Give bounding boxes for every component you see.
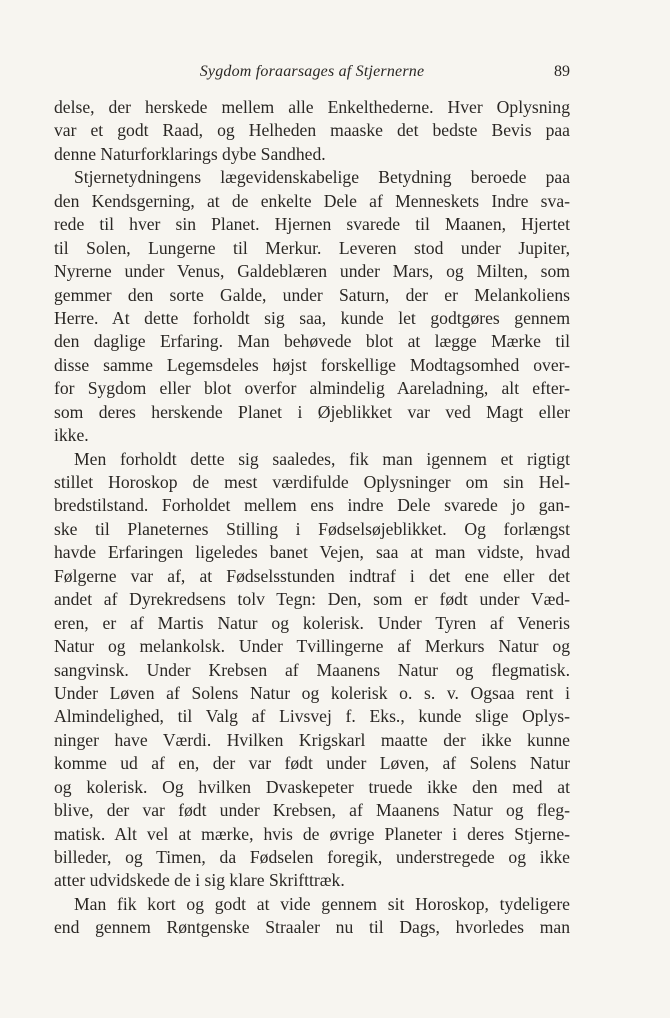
text-line: blive, der var født under Krebsen, af Maanens Natur og fleg- bbox=[54, 800, 570, 821]
text-line: og kolerisk. Og hvilken Dvaskepeter truede ikke den med at bbox=[54, 776, 570, 797]
text-line: Herre. At dette forholdt sig saa, kunde let godtgøres gennem bbox=[54, 307, 570, 328]
text-line: ninger have Værdi. Hvilken Krigskarl maatte der ikke kunne bbox=[54, 729, 570, 750]
text-line: den daglige Erfaring. Man behøvede blot at lægge Mærke til bbox=[54, 331, 570, 352]
text-line: eren, er af Martis Natur og kolerisk. Under Tyren af Veneris bbox=[54, 612, 570, 633]
text-line: stillet Horoskop de mest værdifulde Oplysninger om sin Hel- bbox=[54, 472, 570, 492]
text-line: billeder, og Timen, da Fødselen foregik, understregede og ikke bbox=[54, 847, 570, 867]
text-line: Nyrerne under Venus, Galdeblæren under Mars, og Milten, som bbox=[54, 261, 570, 282]
text-line: som deres herskende Planet i Øjeblikket var ved Magt eller bbox=[54, 401, 570, 422]
running-title: Sygdom foraarsages af Stjernerne bbox=[199, 63, 425, 80]
text-line: disse samme Legemsdeles højst forskellige Modtagsomhed over- bbox=[54, 354, 570, 375]
body-text bbox=[54, 96, 570, 940]
text-line: end gennem Røntgenske Straaler nu til Dags, hvorledes man bbox=[54, 917, 570, 938]
text-line: var et godt Raad, og Helheden maaske det bedste Bevis paa bbox=[54, 120, 570, 141]
text-line: atter udvidskede de i sig klare Skrifttræk. bbox=[54, 870, 345, 891]
text-line: Natur og melankolsk. Under Tvillingerne af Merkurs Natur og bbox=[54, 636, 570, 657]
text-line: bredstilstand. Forholdet mellem ens indre Dele svarede jo gan- bbox=[54, 495, 570, 516]
text-line: sangvinsk. Under Krebsen af Maanens Natur og flegmatisk. bbox=[54, 659, 570, 680]
running-head bbox=[54, 60, 570, 84]
text-line: havde Erfaringen ligeledes banet Vejen, saa at man vidste, hvad bbox=[54, 542, 570, 563]
text-line: andet af Dyrekredsens tolv Tegn: Den, som er født under Væd- bbox=[54, 589, 570, 610]
text-line: denne Naturforklarings dybe Sandhed. bbox=[54, 143, 326, 164]
text-line: Almindelighed, til Valg af Livsvej f. Eks., kunde slige Oplys- bbox=[54, 706, 570, 727]
text-line: Men forholdt dette sig saaledes, fik man igennem et rigtigt bbox=[74, 448, 570, 469]
text-line: gemmer den sorte Galde, under Saturn, der er Melankoliens bbox=[54, 284, 570, 305]
text-line: ske til Planeternes Stilling i Fødselsøjeblikket. Og forlængst bbox=[54, 518, 570, 539]
text-line: til Solen, Lungerne til Merkur. Leveren stod under Jupiter, bbox=[54, 237, 570, 258]
text-line: Under Løven af Solens Natur og kolerisk o. s. v. Ogsaa rent i bbox=[54, 682, 570, 703]
text-line: Stjernetydningens lægevidenskabelige Betydning beroede paa bbox=[74, 167, 570, 188]
page-number: 89 bbox=[554, 63, 570, 80]
text-line: ikke. bbox=[54, 425, 89, 446]
text-line: matisk. Alt vel at mærke, hvis de øvrige Planeter i deres Stjerne- bbox=[54, 823, 570, 844]
text-line: for Sygdom eller blot overfor almindelig Aareladning, alt efter- bbox=[54, 378, 570, 399]
text-line: rede til hver sin Planet. Hjernen svarede til Maanen, Hjertet bbox=[54, 214, 570, 235]
text-line: den Kendsgerning, at de enkelte Dele af Menneskets Indre sva- bbox=[54, 190, 570, 211]
text-line: Følgerne var af, at Fødselsstunden indtraf i det ene eller det bbox=[54, 565, 570, 586]
text-line: Man fik kort og godt at vide gennem sit Horoskop, tydeligere bbox=[74, 893, 570, 914]
text-line: komme ud af en, der var født under Løven, af Solens Natur bbox=[54, 753, 570, 774]
text-line: delse, der herskede mellem alle Enkelthederne. Hver Oplysning bbox=[54, 97, 570, 117]
